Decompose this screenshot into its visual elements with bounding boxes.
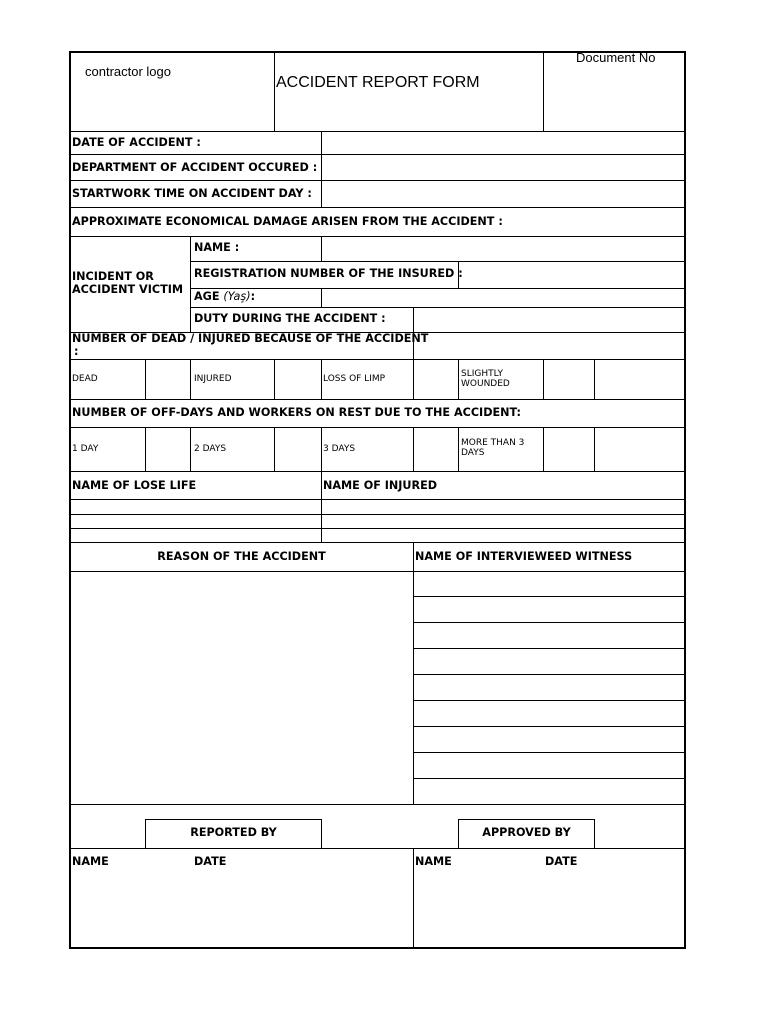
reported-by-label: REPORTED BY xyxy=(190,826,277,839)
divider xyxy=(321,427,322,471)
age-label xyxy=(194,291,255,304)
more-than-three-days-option-label: MORE THAN 3 DAYS xyxy=(461,438,525,459)
approver-date-label: DATE xyxy=(545,855,578,868)
three-days-field[interactable] xyxy=(414,428,458,471)
reporter-date-label: DATE xyxy=(194,855,227,868)
three-days-option-label: 3 DAYS xyxy=(323,444,356,454)
age-label-translation: (Yaş) xyxy=(223,290,251,303)
date-of-accident-label: DATE OF ACCIDENT : xyxy=(72,136,201,149)
registration-number-field[interactable] xyxy=(459,262,684,288)
divider xyxy=(70,804,685,805)
divider xyxy=(543,52,544,132)
loss-of-limp-option-label: LOSS OF LIMP xyxy=(323,374,386,384)
date-of-accident-field[interactable] xyxy=(322,132,684,154)
approver-signature-area[interactable] xyxy=(414,872,684,947)
witness-heading: NAME OF INTERVIEWEED WITNESS xyxy=(415,550,633,563)
startwork-time-label: STARTWORK TIME ON ACCIDENT DAY : xyxy=(72,187,312,200)
department-label: DEPARTMENT OF ACCIDENT OCCURED : xyxy=(72,161,318,174)
dead-injured-heading: NUMBER OF DEAD / INJURED BECAUSE OF THE ACCIDENT xyxy=(72,332,429,345)
lose-life-names-field[interactable] xyxy=(71,500,321,542)
name-of-injured-label: NAME OF INJURED xyxy=(323,479,438,492)
dead-option-label: DEAD xyxy=(72,374,98,384)
divider xyxy=(190,236,191,332)
document-no-label: Document No xyxy=(576,50,656,65)
off-days-heading: NUMBER OF OFF-DAYS AND WORKERS ON REST DUE TO THE ACCIDENT: xyxy=(72,406,521,419)
divider xyxy=(190,359,191,399)
divider xyxy=(458,819,595,820)
contractor-logo-placeholder: contractor logo xyxy=(85,64,171,79)
slightly-wounded-checkbox[interactable] xyxy=(544,360,594,399)
duty-label: DUTY DURING THE ACCIDENT : xyxy=(194,312,386,325)
divider xyxy=(190,427,191,471)
victim-name-field[interactable] xyxy=(322,237,684,261)
divider xyxy=(70,542,685,543)
age-field[interactable] xyxy=(322,289,684,307)
loss-of-limp-checkbox[interactable] xyxy=(414,360,458,399)
age-label-text: AGE xyxy=(194,290,220,303)
divider xyxy=(145,819,322,820)
duty-field[interactable] xyxy=(414,308,684,332)
two-days-field[interactable] xyxy=(275,428,321,471)
divider xyxy=(458,427,459,471)
reason-of-accident-heading: REASON OF THE ACCIDENT xyxy=(157,550,326,563)
economical-damage-label: APPROXIMATE ECONOMICAL DAMAGE ARISEN FROM THE ACCIDENT : xyxy=(72,215,503,228)
dead-injured-count-field[interactable] xyxy=(414,333,684,359)
divider xyxy=(70,207,685,208)
divider xyxy=(70,471,685,472)
page-title: ACCIDENT REPORT FORM xyxy=(276,74,480,91)
divider xyxy=(594,427,595,471)
one-day-field[interactable] xyxy=(146,428,190,471)
dead-injured-heading-colon: : xyxy=(74,345,79,358)
slightly-wounded-option-label: SLIGHTLY WOUNDED xyxy=(461,369,510,390)
more-than-three-days-field[interactable] xyxy=(544,428,594,471)
divider xyxy=(274,52,275,132)
age-label-colon: : xyxy=(250,290,256,303)
injured-names-field[interactable] xyxy=(322,500,684,542)
victim-name-label: NAME : xyxy=(194,241,240,254)
divider xyxy=(70,848,685,849)
dead-checkbox[interactable] xyxy=(146,360,190,399)
approver-name-label: NAME xyxy=(415,855,452,868)
reason-of-accident-textarea[interactable] xyxy=(71,572,412,804)
witness-names-field[interactable] xyxy=(414,572,684,804)
one-day-option-label: 1 DAY xyxy=(72,444,99,454)
startwork-time-field[interactable] xyxy=(322,181,684,207)
divider xyxy=(70,399,685,400)
divider xyxy=(594,359,595,399)
victim-label-line2: ACCIDENT VICTIM xyxy=(72,283,184,296)
victim-label-line1: INCIDENT OR xyxy=(72,270,154,283)
injured-checkbox[interactable] xyxy=(275,360,321,399)
approved-by-label: APPROVED BY xyxy=(482,826,571,839)
divider xyxy=(321,359,322,399)
reporter-signature-area[interactable] xyxy=(71,872,412,947)
department-field[interactable] xyxy=(322,155,684,180)
registration-number-label: REGISTRATION NUMBER OF THE INSURED : xyxy=(194,267,463,280)
two-days-option-label: 2 DAYS xyxy=(194,444,227,454)
name-of-lose-life-label: NAME OF LOSE LIFE xyxy=(72,479,197,492)
reporter-name-label: NAME xyxy=(72,855,109,868)
injured-option-label: INJURED xyxy=(194,374,232,384)
divider xyxy=(458,359,459,399)
